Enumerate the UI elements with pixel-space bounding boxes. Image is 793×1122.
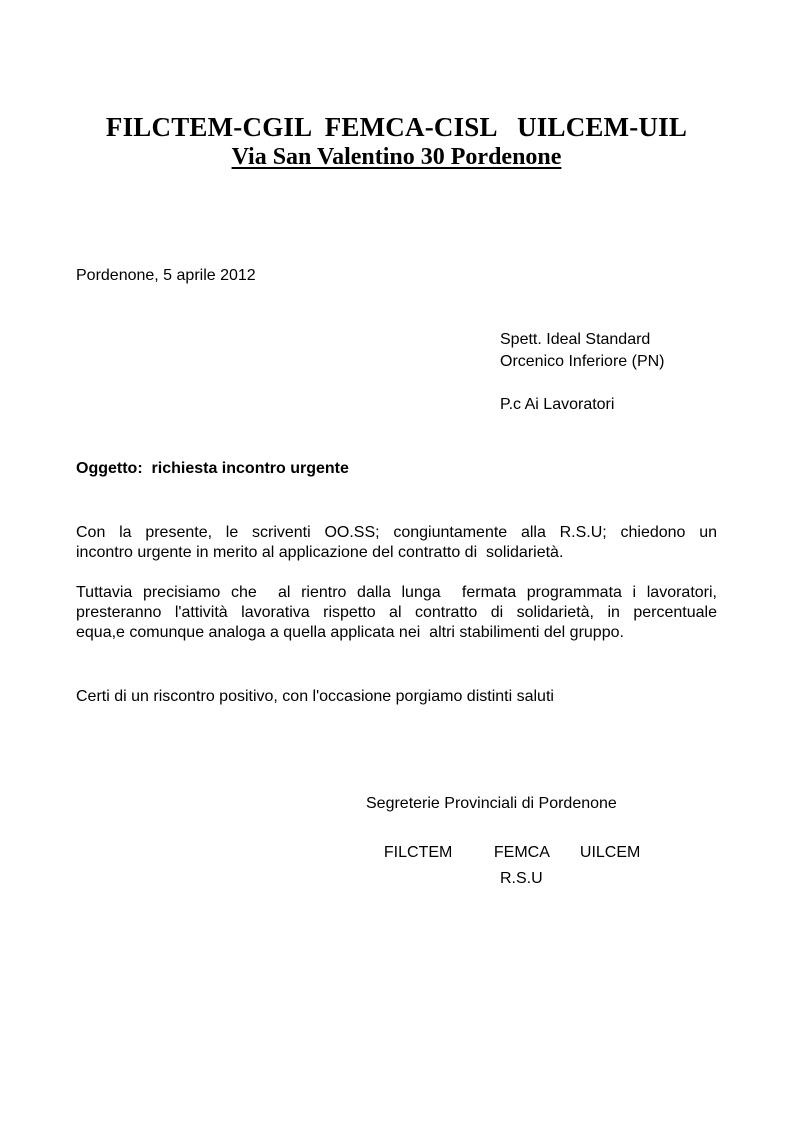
address-text: Via San Valentino 30 Pordenone <box>231 144 562 170</box>
date-line: Pordenone, 5 aprile 2012 <box>76 267 256 284</box>
paragraph-line: presteranno l'attività lavorativa rispetto al contratto di solidarietà, in percentuale <box>76 604 717 621</box>
recipient-cc: P.c Ai Lavoratori <box>500 396 615 413</box>
recipient-name: Spett. Ideal Standard <box>500 331 651 348</box>
signature-rsu: R.S.U <box>500 870 543 887</box>
paragraph-line: Con la presente, le scriventi OO.SS; congiuntamente alla R.S.U; chiedono un <box>76 524 717 541</box>
paragraph-line: Tuttavia precisiamo che al rientro dalla lunga fermata programmata i lavoratori, <box>76 584 717 601</box>
letterhead-organizations: FILCTEM-CGIL FEMCA-CISL UILCEM-UIL <box>105 112 688 142</box>
signature-unions <box>375 823 640 863</box>
subject-line: Oggetto: richiesta incontro urgente <box>76 460 349 477</box>
closing-line: Certi di un riscontro positivo, con l'occasione porgiamo distinti saluti <box>76 688 554 705</box>
recipient-location: Orcenico Inferiore (PN) <box>500 353 665 370</box>
paragraph-line: equa,e comunque analoga a quella applicata nei altri stabilimenti del gruppo. <box>76 624 624 641</box>
paragraph-line: incontro urgente in merito al applicazione del contratto di solidarietà. <box>76 544 564 561</box>
body-paragraph-1 <box>76 523 717 563</box>
body-paragraph-2 <box>76 583 717 643</box>
signature-union: UILCEM <box>579 844 641 861</box>
signature-union: FILCTEM <box>383 844 453 861</box>
signature-union: FEMCA <box>493 844 550 861</box>
signature-title: Segreterie Provinciali di Pordenone <box>366 795 617 812</box>
letterhead-address <box>0 144 793 171</box>
